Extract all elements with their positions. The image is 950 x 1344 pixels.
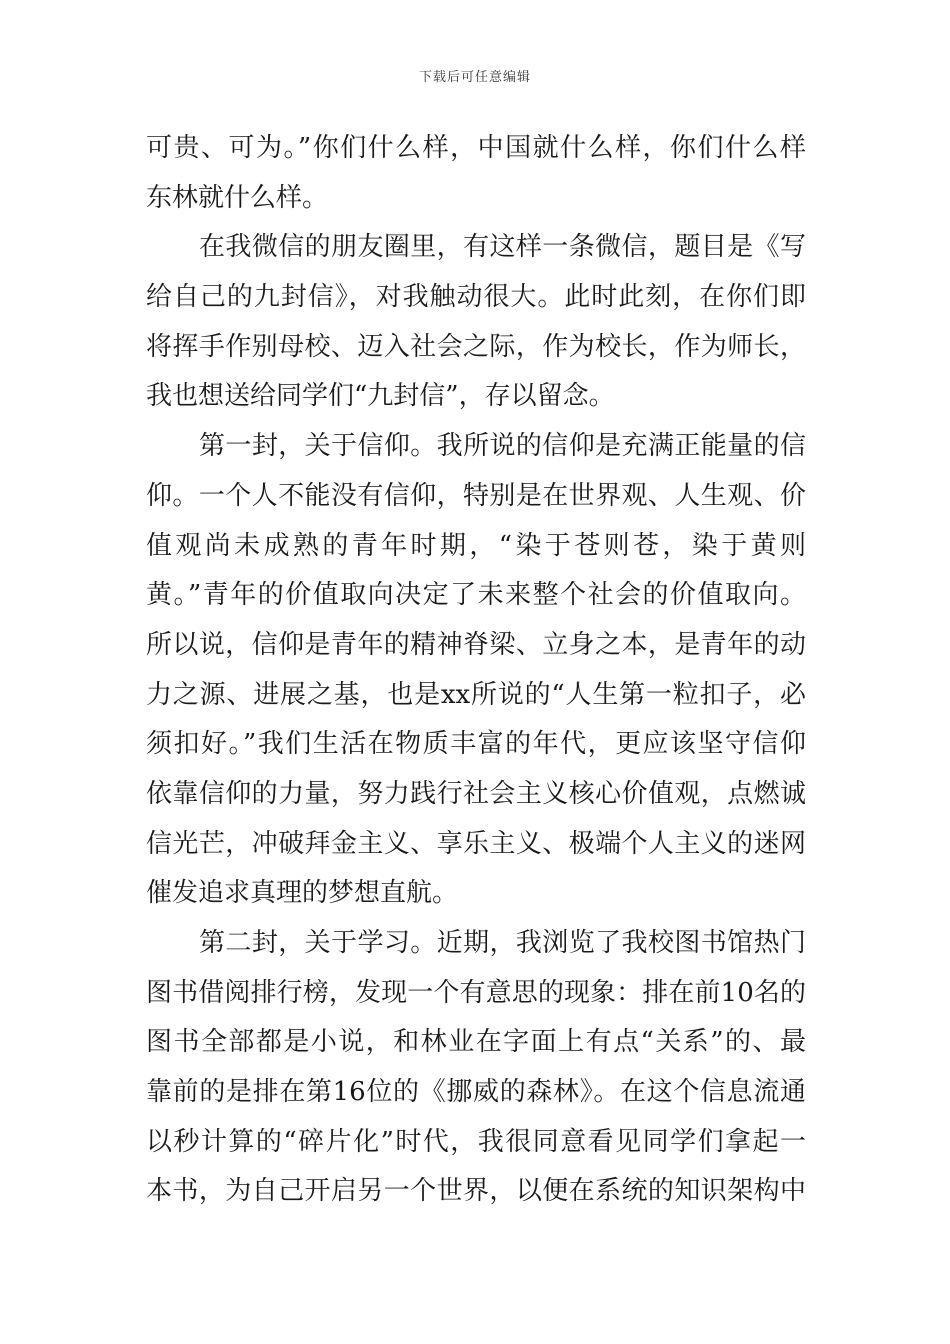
text-line: 可贵、可为。”你们什么样，中国就什么样，你们什么样 <box>146 133 806 163</box>
text-line: 本书，为自己开启另一个世界，以便在系统的知识架构中 <box>146 1176 806 1207</box>
text-line: 催发追求真理的梦想直航。 <box>146 878 459 909</box>
paragraph-first-line: 在我微信的朋友圈里，有这样一条微信，题目是《写 <box>199 232 806 263</box>
text-line: 将挥手作别母校、迈入社会之际，作为校长，作为师长， <box>146 331 806 362</box>
text-line: 值观尚未成熟的青年时期，“染于苍则苍，染于黄则 <box>146 530 806 561</box>
text-line: 给自己的九封信》，对我触动很大。此时此刻，在你们即 <box>146 282 806 313</box>
text-line: 信光芒，冲破拜金主义、享乐主义、极端个人主义的迷网 <box>146 828 806 859</box>
text-line: 力之源、进展之基，也是xx所说的“人生第一粒扣子，必 <box>146 679 806 710</box>
document-body <box>146 124 806 1217</box>
text-line: 图书借阅排行榜，发现一个有意思的现象：排在前10名的 <box>146 977 806 1008</box>
text-line: 以秒计算的“碎片化”时代，我很同意看见同学们拿起一 <box>146 1126 806 1157</box>
text-line: 所以说，信仰是青年的精神脊梁、立身之本，是青年的动 <box>146 629 806 660</box>
text-line: 黄。”青年的价值取向决定了未来整个社会的价值取向。 <box>146 580 806 611</box>
text-line: 靠前的是排在第16位的《挪威的森林》。在这个信息流通 <box>146 1077 806 1108</box>
paragraph-first-line: 第一封，关于信仰。我所说的信仰是充满正能量的信 <box>199 431 806 462</box>
page-header: 下载后可任意编辑 <box>418 70 531 85</box>
text-line: 东林就什么样。 <box>146 182 329 213</box>
text-line: 依靠信仰的力量，努力践行社会主义核心价值观，点燃诚 <box>146 778 806 809</box>
text-line: 我也想送给同学们“九封信”，存以留念。 <box>146 381 615 412</box>
text-line: 图书全部都是小说，和林业在字面上有点“关系”的、最 <box>146 1027 806 1058</box>
paragraph-first-line: 第二封，关于学习。近期，我浏览了我校图书馆热门 <box>199 928 806 958</box>
text-line: 须扣好。”我们生活在物质丰富的年代，更应该坚守信仰 <box>146 729 806 760</box>
text-line: 仰。一个人不能没有信仰，特别是在世界观、人生观、价 <box>146 480 806 511</box>
